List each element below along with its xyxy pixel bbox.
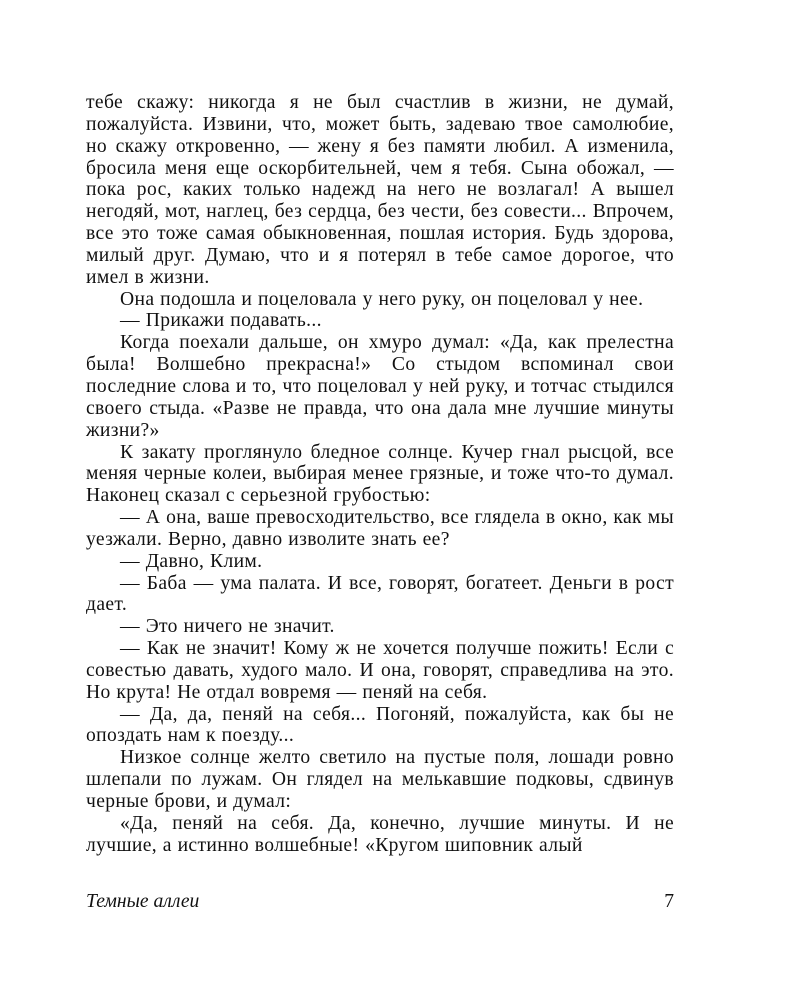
running-title: Темные аллеи (86, 891, 200, 912)
paragraph: — Баба — ума палата. И все, говорят, богатеет. Деньги в рост дает. (86, 572, 674, 616)
page-number: 7 (664, 891, 674, 912)
paragraph: — Давно, Клим. (120, 550, 263, 572)
paragraph: Низкое солнце желто светило на пустые поля, лошади ровно шлепали по лужам. Он глядел на мелькавшие подковы, сдвинув черные брови, и думал: (86, 747, 674, 812)
paragraph: Она подошла и поцеловала у него руку, он поцеловал у нее. (120, 288, 644, 310)
paragraph: «Да, пеняй на себя. Да, конечно, лучшие минуты. И не лучшие, а истинно волшебные! «Кругом шиповник алый (86, 812, 674, 856)
paragraph: К закату проглянуло бледное солнце. Кучер гнал рысцой, все меняя черные колеи, выбирая менее грязные, и тоже что-то думал. Наконец сказал с серьезной грубостью: (86, 441, 674, 507)
paragraph: — Как не значит! Кому ж не хочется получше пожить! Если с совестью давать, худого мало. И она, говорят, справедлива на это. Но крута! Не отдал вовремя — пеняй на себя. (86, 638, 674, 703)
paragraph: — Прикажи подавать... (120, 310, 322, 332)
paragraph: — Это ничего не значит. (120, 616, 335, 638)
paragraph: — Да, да, пеняй на себя... Погоняй, пожалуйста, как бы не опоздать нам к поезду... (86, 703, 674, 747)
paragraph: Когда поехали дальше, он хмуро думал: «Да, как прелестна была! Волшебно прекрасна!» Со стыдом вспоминал свои последние слова и то, что поцеловал у ней руку, и тотчас стыдился своего стыда. «Разве не правда, что она дала мне лучшие минуты жизни?» (86, 332, 674, 441)
body-text (86, 92, 674, 857)
paragraph: тебе скажу: никогда я не был счастлив в жизни, не думай, пожалуйста. Извини, что, может быть, задеваю твое самолюбие, но скажу откровенно, — жену я без памяти любил. А изменила, бросила меня еще оскорбительней, чем я тебя. Сына обожал, — пока рос, каких только надежд на него не возлагал! А вышел негодяй, мот, наглец, без сердца, без чести, без совести... Впрочем, все это тоже самая обыкновенная, пошлая история. Будь здорова, милый друг. Думаю, что и я потерял в тебе самое дорогое, что имел в жизни. (86, 92, 674, 288)
paragraph: — А она, ваше превосходительство, все глядела в окно, как мы уезжали. Верно, давно изволите знать ее? (86, 507, 674, 550)
